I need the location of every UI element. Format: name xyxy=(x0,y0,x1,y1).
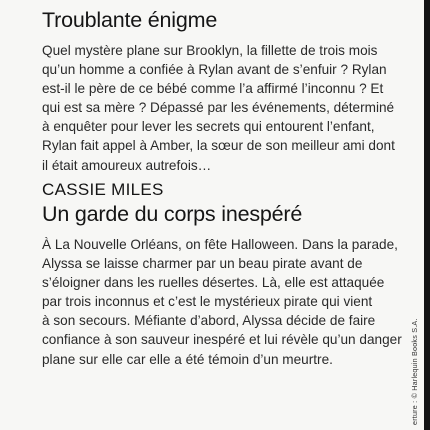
book1-line: il était amoureux autrefois… xyxy=(42,157,212,173)
book1-line: Rylan fait appel à Amber, la sœur de son meilleur ami dont xyxy=(42,138,395,154)
book1-line: Quel mystère plane sur Brooklyn, la fillette de trois mois xyxy=(42,43,378,58)
book1-line: est-il le père de ce bébé comme l’a affirmé l’inconnu ? Et xyxy=(42,81,384,97)
book2-line: plane sur elle car elle a été témoin d’un meurtre. xyxy=(42,351,333,367)
book1-title: Troublante énigme xyxy=(42,8,218,32)
book2-title: Un garde du corps inespéré xyxy=(42,202,303,226)
book1-line: qu’un homme a confiée à Rylan avant de s’enfuir ? Rylan xyxy=(42,62,387,78)
book1-summary xyxy=(42,41,395,175)
book2-author: CASSIE MILES xyxy=(42,180,164,199)
book2-summary xyxy=(42,235,402,369)
book2-line: Alyssa se laisse charmer par un beau pirate avant de xyxy=(42,256,363,272)
book2-line: à son secours. Méfiante d’abord, Alyssa décide de faire xyxy=(42,313,376,329)
book2-line: confiance à son sauveur inespéré et lui révèle qu’un danger xyxy=(42,332,402,348)
book1-line: qui est sa mère ? Dépassé par les événements, déterminé xyxy=(42,100,395,116)
book2-line: À La Nouvelle Orléans, on fête Halloween. Dans la parade, xyxy=(42,237,398,252)
copyright-notice: erture : © Harlequin Books S.A. xyxy=(410,318,419,425)
book1-line: à enquêter pour lever les secrets qui entourent l’enfant, xyxy=(42,119,375,135)
book2-line: par trois inconnus et c’est le mystérieux pirate qui vient xyxy=(42,294,373,310)
book2-line: s’éloigner dans les ruelles désertes. Là, elle est attaquée xyxy=(42,275,385,291)
